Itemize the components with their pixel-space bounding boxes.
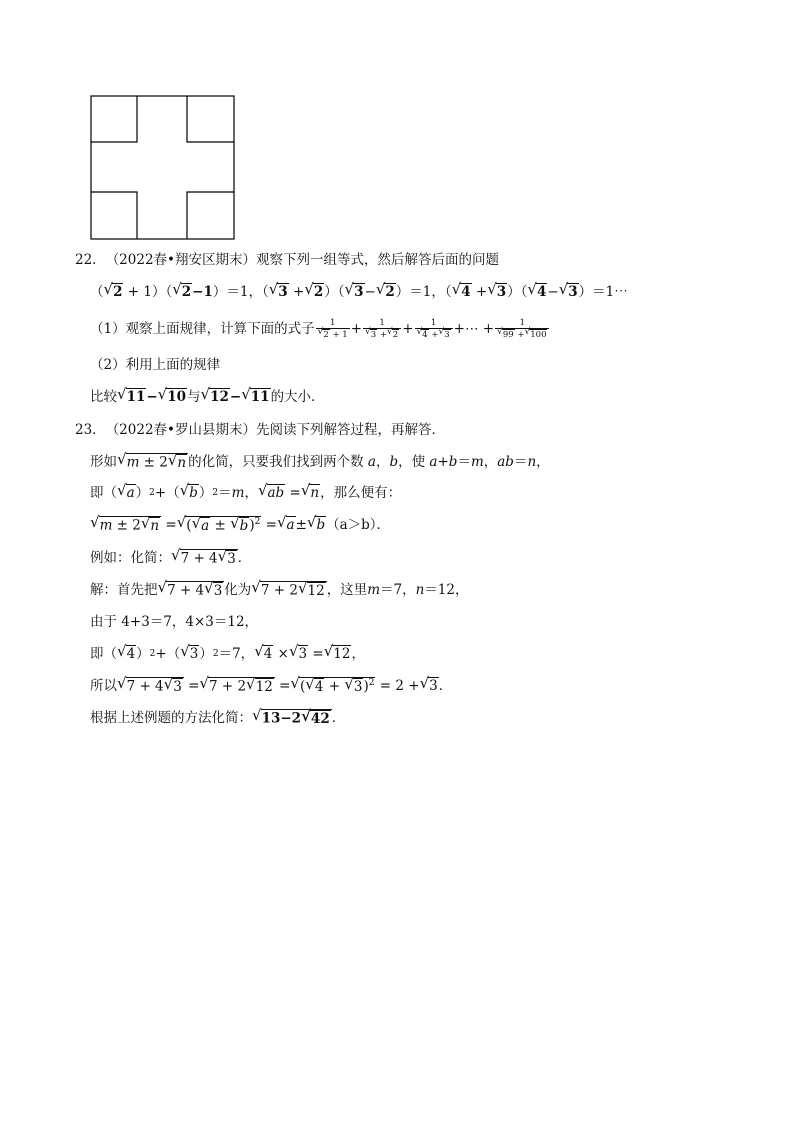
fraction-last: 1 √ 99 + √ 100	[495, 318, 549, 340]
text: 解：首先把	[90, 582, 158, 598]
q23-number: 23．	[75, 422, 106, 438]
q23-header	[75, 420, 445, 440]
q23-title: 先阅读下列解答过程，再解答．	[256, 422, 446, 438]
q22-equations: （ √ 2 + 1）（ √ 2 −1 ）＝1，（ √ 3 + √ 2 ）（ √ 3 − √ 2 ）＝1，（ √ 4 + √ 3 ）（ √ 4 − √ 3 ）＝1⋯	[90, 280, 628, 300]
q23-source: （2022春•罗山县期末）	[105, 422, 257, 438]
text: 即（	[90, 485, 117, 501]
q23-line2: 即（ √ a ） 2 +（ √ b ） 2 ＝ m ， √ ab = √ n ，那么便有：	[90, 481, 402, 501]
fraction-2: 1 √ 3 + √ 2	[363, 318, 401, 340]
q23-line3: √ m ± 2 √ n = √ ( √ a ± √ b )$^2$ = √ a ± √ b （a＞b）．	[90, 512, 391, 534]
compare-suffix: 的大小．	[270, 389, 325, 405]
fraction-1: 1 √ 2 + 1	[317, 318, 348, 340]
q22-part2-text: （2）利用上面的规律	[90, 357, 221, 373]
q22-part1-text: （1）观察上面规律，计算下面的式子	[90, 321, 315, 337]
text: 即（	[90, 646, 117, 662]
fraction-3: 1 √ 4 + √ 3	[415, 318, 453, 340]
text: 根据上述例题的方法化简：	[90, 710, 252, 726]
q22-source: （2022春•翔安区期末）	[105, 252, 257, 268]
text: （a＞b）．	[326, 517, 391, 533]
q22-part2	[90, 355, 220, 375]
q22-title: 观察下列一组等式，然后解答后面的问题	[256, 252, 500, 268]
text: ，	[483, 454, 498, 470]
q23-solution: 解：首先把 √ 7 + 4 √ 3 化为 √ 7 + 2 √ 12 ，这里 m ＝7 ， n ＝12，	[90, 577, 469, 599]
text: ，使	[398, 454, 426, 470]
cross-shape-diagram	[90, 95, 236, 241]
text: 所以	[90, 678, 117, 694]
q23-line1: 形如 √ m ± 2 √ n 的化简，只要我们找到两个数 a ， b ，使 a + b ＝ m ， ab ＝ n ，	[90, 449, 550, 471]
text: ，这里	[326, 582, 368, 598]
compare-prefix: 比较	[90, 389, 117, 405]
q22-part1: （1）观察上面规律，计算下面的式子 1 √ 2 + 1 + 1 √ 3 + √ 2 + 1 √ 4 + √ 3 +⋯ + 1 √ 99 + √ 100	[90, 318, 550, 340]
text: ，那么便有：	[320, 485, 402, 501]
text: 例如：化简：	[90, 550, 171, 566]
q22-header	[75, 250, 499, 270]
cross-figure	[90, 95, 236, 241]
q22-number: 22．	[75, 252, 106, 268]
text: 的化简，只要我们找到两个数	[188, 454, 364, 470]
text: 化为	[224, 582, 252, 598]
compare-mid: 与	[187, 389, 201, 405]
q23-example: 例如：化简： √ 7 + 4 √ 3 ．	[90, 545, 252, 567]
q23-final: 根据上述例题的方法化简： √ 13−2 √ 42 ．	[90, 705, 346, 727]
text: 由于 4+3＝7，4×3＝12，	[90, 614, 259, 630]
text: 形如	[90, 454, 117, 470]
q23-because	[90, 612, 258, 632]
text: ，	[402, 582, 416, 598]
q22-compare: 比较 √ 11 − √ 10 与 √ 12 − √ 11 的大小．	[90, 385, 325, 405]
q23-therefore: 所以 √ 7 + 4 √ 3 = √ 7 + 2 √ 12 = √ ( √ 4 + √ 3 )$^2$ = 2 + √ 3 ．	[90, 673, 453, 695]
q23-line7: 即（ √ 4 ） 2 +（ √ 3 ） 2 ＝7， √ 4 × √ 3 = √ 12 ，	[90, 642, 365, 662]
